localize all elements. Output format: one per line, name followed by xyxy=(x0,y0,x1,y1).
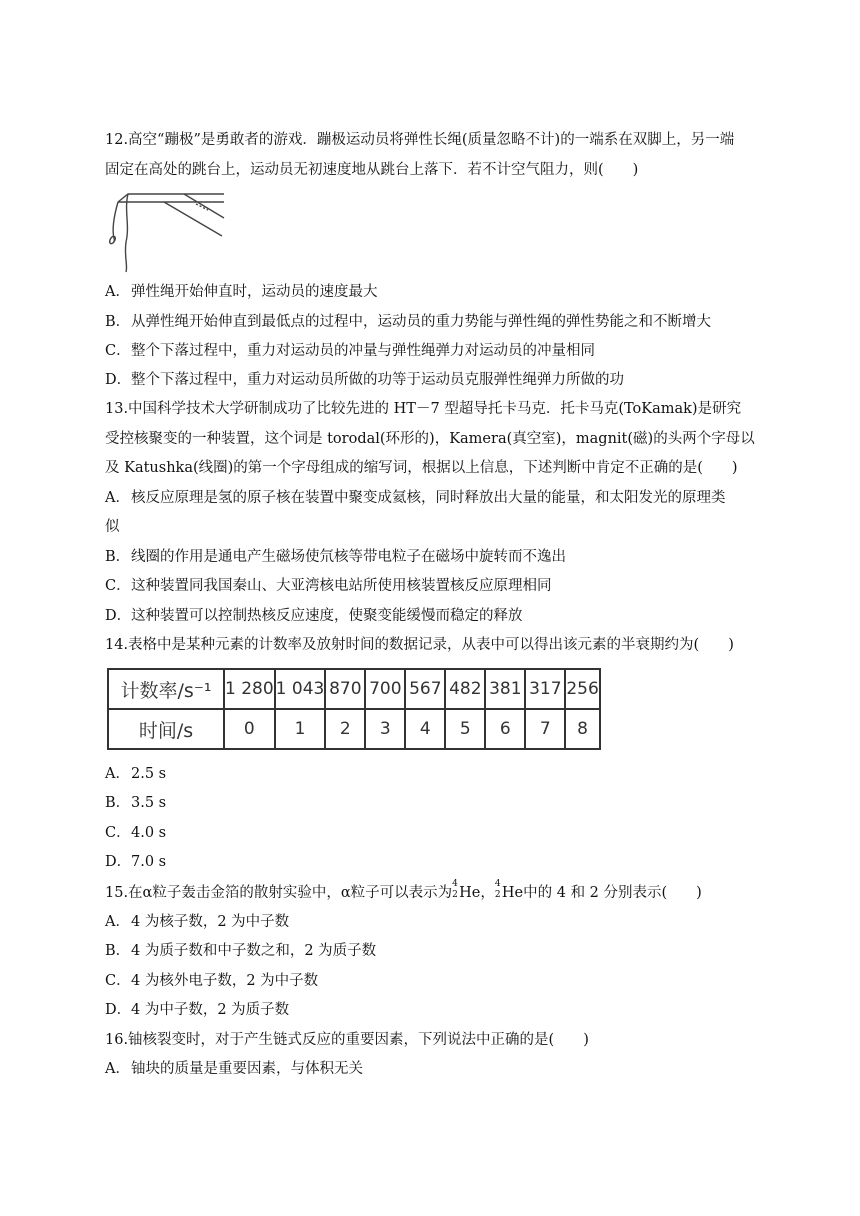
option-text: 4 为中子数，2 为质子数 xyxy=(131,1002,290,1018)
table-cell: 3 xyxy=(365,709,405,749)
q15-stem-comma: ， xyxy=(480,885,495,901)
option-letter: A． xyxy=(105,766,130,782)
table-row xyxy=(108,669,600,709)
q14-option-d[interactable] xyxy=(105,852,166,872)
option-text: 4 为核外电子数，2 为中子数 xyxy=(131,973,319,989)
q14-option-b[interactable] xyxy=(105,793,166,813)
table-cell: 482 xyxy=(445,669,485,709)
atomic-number: 2 xyxy=(494,890,501,900)
table-header-time: 时间/s xyxy=(108,709,224,749)
table-cell: 700 xyxy=(365,669,405,709)
table-row xyxy=(108,709,600,749)
q12-stem-line-1: 12.高空“蹦极”是勇敢者的游戏．蹦极运动员将弹性长绳(质量忽略不计)的一端系在双脚上，另一端 xyxy=(105,132,735,148)
option-letter: D． xyxy=(105,854,132,870)
option-letter: C． xyxy=(105,825,131,841)
option-letter: D． xyxy=(105,608,132,624)
q12-option-a[interactable] xyxy=(105,282,378,302)
helium-isotope xyxy=(494,879,524,903)
option-text: 7.0 s xyxy=(131,854,167,870)
option-text: 整个下落过程中，重力对运动员的冲量与弹性绳弹力对运动员的冲量相同 xyxy=(131,343,595,359)
table-cell: 8 xyxy=(565,709,599,749)
option-letter: A． xyxy=(105,914,130,930)
option-text: 从弹性绳开始伸直到最低点的过程中，运动员的重力势能与弹性绳的弹性势能之和不断增大 xyxy=(131,314,711,330)
q13-stem-line-2: 受控核聚变的一种装置，这个词是 torodal(环形的)，Kamera(真空室)，magnit(磁)的头两个字母以 xyxy=(105,431,755,447)
q13-option-b[interactable] xyxy=(105,547,566,567)
q15-stem-pre: 15.在α粒子轰击金箔的散射实验中，α粒子可以表示为 xyxy=(105,885,453,901)
q13-option-d[interactable] xyxy=(105,606,523,626)
helium-isotope xyxy=(452,879,481,903)
table-cell: 1 xyxy=(275,709,326,749)
q15-option-d[interactable] xyxy=(105,1000,289,1020)
q14-option-c[interactable] xyxy=(105,823,166,843)
option-letter: A． xyxy=(105,284,130,300)
table-cell: 317 xyxy=(525,669,565,709)
table-header-count-rate: 计数率/s⁻¹ xyxy=(108,669,224,709)
q16-stem-line-1: 16.铀核裂变时，对于产生链式反应的重要因素，下列说法中正确的是( ) xyxy=(105,1032,589,1048)
atomic-number: 2 xyxy=(452,890,458,900)
table-cell: 567 xyxy=(405,669,445,709)
q14-option-a[interactable] xyxy=(105,764,166,784)
element-symbol: He xyxy=(459,885,481,901)
table-cell: 381 xyxy=(485,669,525,709)
option-text: 4.0 s xyxy=(131,825,167,841)
q15-option-a[interactable] xyxy=(105,912,289,932)
option-text: 这种装置同我国秦山、大亚湾核电站所使用核装置核反应原理相同 xyxy=(131,578,552,594)
table-cell: 1 280 xyxy=(224,669,275,709)
q13-stem-line-3: 及 Katushka(线圈)的第一个字母组成的缩写词，根据以上信息，下述判断中肯定不正确的是( ) xyxy=(105,460,738,476)
table-cell: 2 xyxy=(325,709,365,749)
bungee-jump-figure xyxy=(104,186,236,276)
q12-option-b[interactable] xyxy=(105,312,711,332)
q13-option-a-continued: 似 xyxy=(105,519,120,535)
table-cell: 5 xyxy=(445,709,485,749)
q13-stem-line-1: 13.中国科学技术大学研制成功了比较先进的 HT－7 型超导托卡马克．托卡马克(ToKamak)是研究 xyxy=(105,401,742,417)
option-letter: B． xyxy=(105,549,131,565)
option-text: 这种装置可以控制热核反应速度，使聚变能缓慢而稳定的释放 xyxy=(131,608,523,624)
q14-stem-line-1: 14.表格中是某种元素的计数率及放射时间的数据记录，从表中可以得出该元素的半衰期约为( ) xyxy=(105,637,734,653)
table-cell: 1 043 xyxy=(275,669,326,709)
option-text: 铀块的质量是重要因素，与体积无关 xyxy=(131,1061,363,1077)
option-letter: A． xyxy=(105,1061,130,1077)
option-text: 2.5 s xyxy=(131,766,167,782)
table-cell: 6 xyxy=(485,709,525,749)
option-text: 3.5 s xyxy=(131,795,167,811)
count-rate-table xyxy=(107,668,601,750)
element-symbol: He xyxy=(501,885,524,901)
option-text: 线圈的作用是通电产生磁场使氘核等带电粒子在磁场中旋转而不逸出 xyxy=(131,549,566,565)
q16-option-a[interactable] xyxy=(105,1059,363,1079)
option-text: 整个下落过程中，重力对运动员所做的功等于运动员克服弹性绳弹力所做的功 xyxy=(131,372,624,388)
table-cell: 870 xyxy=(325,669,365,709)
option-letter: A． xyxy=(105,490,130,506)
q12-stem-line-2: 固定在高处的跳台上，运动员无初速度地从跳台上落下．若不计空气阻力，则( ) xyxy=(105,162,639,178)
q12-option-c[interactable] xyxy=(105,341,595,361)
table-cell: 4 xyxy=(405,709,445,749)
mass-number: 4 xyxy=(452,879,458,889)
option-letter: C． xyxy=(105,343,131,359)
q15-stem-post: 中的 4 和 2 分别表示( ) xyxy=(523,885,702,901)
option-text: 核反应原理是氢的原子核在装置中聚变成氦核，同时释放出大量的能量，和太阳发光的原理类 xyxy=(131,490,726,506)
mass-number: 4 xyxy=(494,879,501,889)
option-letter: D． xyxy=(105,1002,132,1018)
option-letter: B． xyxy=(105,314,131,330)
option-letter: D． xyxy=(105,372,132,388)
option-text: 4 为质子数和中子数之和，2 为质子数 xyxy=(131,943,377,959)
q13-option-c[interactable] xyxy=(105,576,552,596)
option-letter: C． xyxy=(105,578,131,594)
option-text: 4 为核子数，2 为中子数 xyxy=(131,914,290,930)
option-letter: B． xyxy=(105,943,131,959)
table-cell: 7 xyxy=(525,709,565,749)
q15-stem-line-1 xyxy=(105,879,702,903)
q13-option-a[interactable] xyxy=(105,488,726,508)
q15-option-b[interactable] xyxy=(105,941,376,961)
option-letter: C． xyxy=(105,973,131,989)
option-text: 弹性绳开始伸直时，运动员的速度最大 xyxy=(131,284,378,300)
table-cell: 0 xyxy=(224,709,275,749)
table-cell: 256 xyxy=(565,669,599,709)
q15-option-c[interactable] xyxy=(105,971,318,991)
option-letter: B． xyxy=(105,795,131,811)
q12-option-d[interactable] xyxy=(105,370,624,390)
